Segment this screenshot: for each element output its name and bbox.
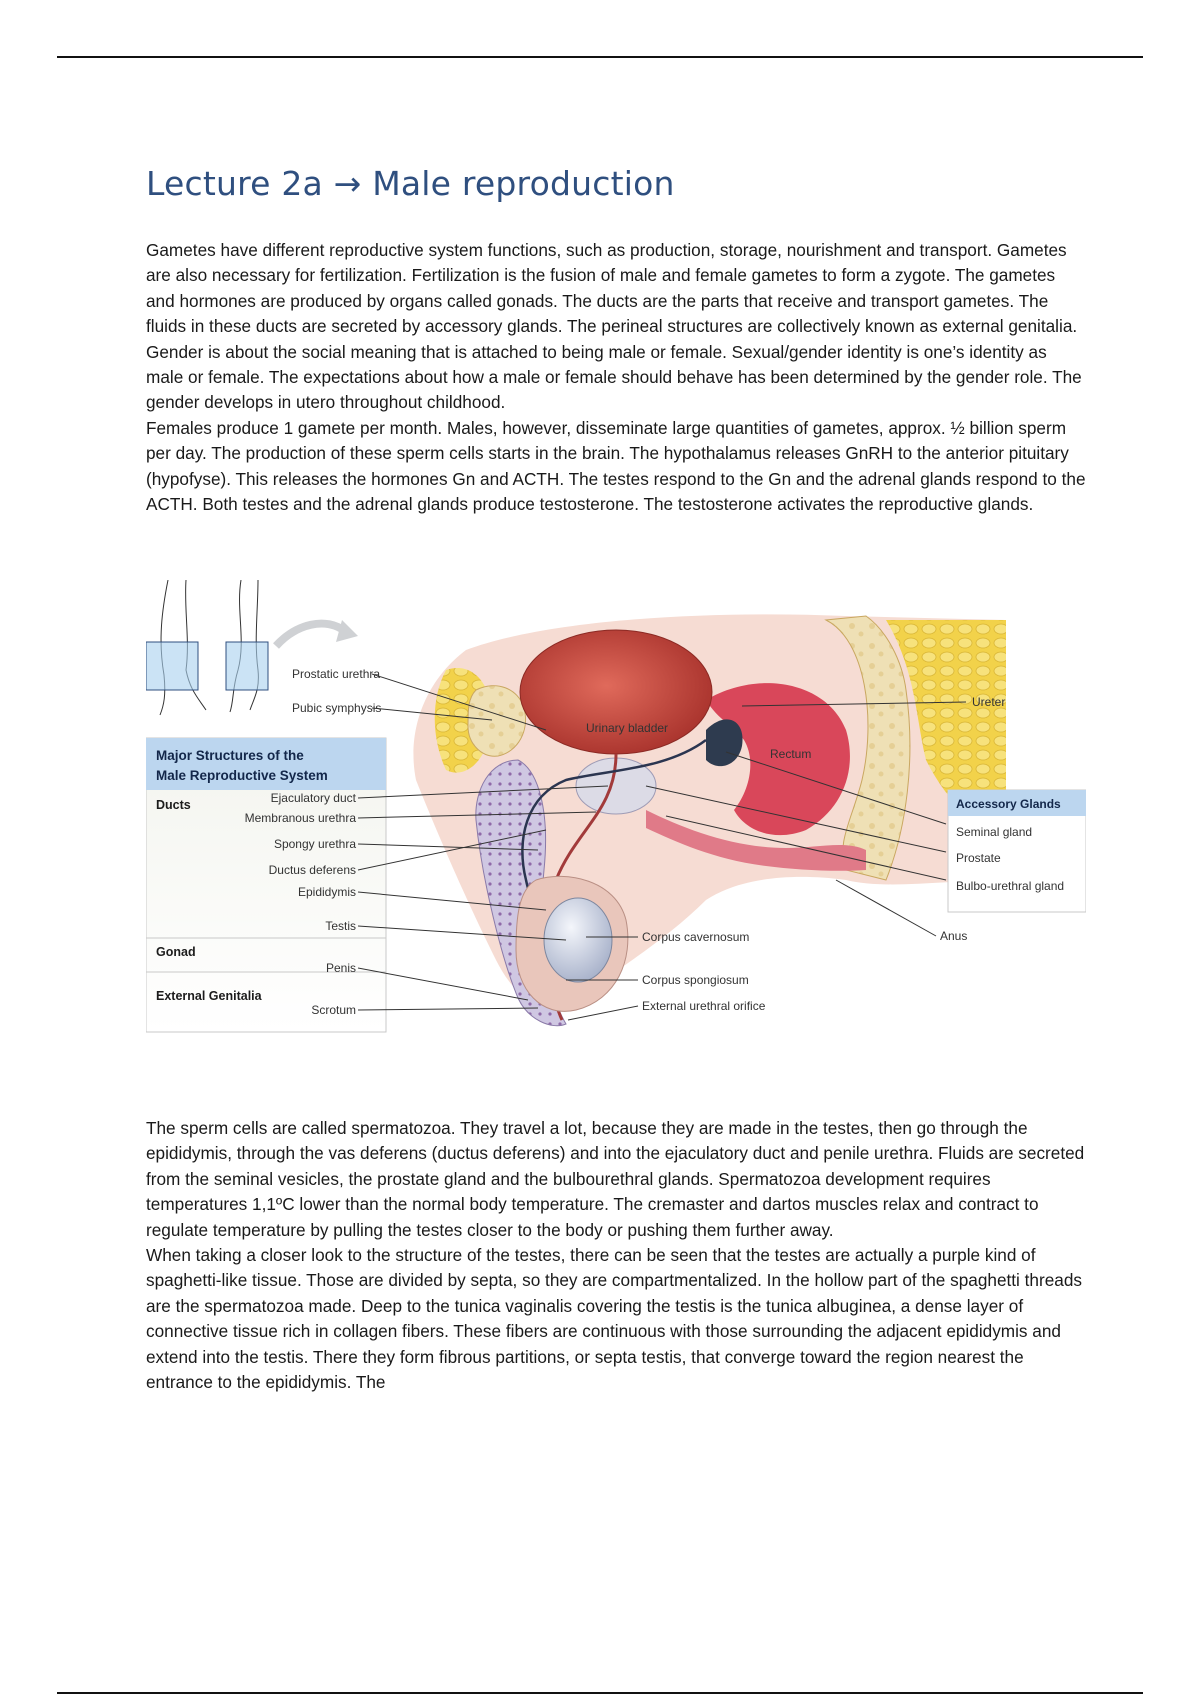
- category-external-genitalia: External Genitalia: [156, 989, 262, 1003]
- label-pubic-symphysis: Pubic symphysis: [292, 701, 382, 715]
- label-seminal-gland: Seminal gland: [956, 825, 1033, 839]
- sperm-text: [146, 1116, 1088, 1395]
- label-urinary-bladder: Urinary bladder: [586, 721, 669, 735]
- label-ureter: Ureter: [972, 695, 1006, 709]
- label-membranous-urethra: Membranous urethra: [244, 811, 356, 825]
- label-anus: Anus: [940, 929, 968, 943]
- anatomy-illustration: [146, 580, 1086, 1100]
- header-rule: [57, 56, 1143, 58]
- label-prostate: Prostate: [956, 851, 1001, 865]
- paragraph: The sperm cells are called spermatozoa. They travel a lot, because they are made in the testes, then go through the epididymis, through the vas deferens (ductus deferens) and into the ejaculatory duct and penile urethra. Fluids are secreted from the seminal vesicles, the prostate gland and the bulbourethral glands. Spermatozoa development requires temperatures 1,1ºC lower than the normal body temperature. The cremaster and dartos muscles relax and contract to regulate temperature by pulling the testes closer to the body or pushing them further away.: [146, 1118, 1085, 1240]
- label-ductus-deferens: Ductus deferens: [268, 863, 356, 877]
- paragraph: Females produce 1 gamete per month. Males, however, disseminate large quantities of gametes, approx. ½ billion sperm per day. The production of these sperm cells starts in the brain. The hypothalamus releases GnRH to the anterior pituitary (hypofyse). This releases the hormones Gn and ACTH. The testes respond to the Gn and the adrenal glands respond to the ACTH. Both testes and the adrenal glands produce testosterone. The testosterone activates the reproductive glands.: [146, 417, 1086, 515]
- table-header-line-1: Major Structures of the: [156, 748, 304, 763]
- paragraph: Gender is about the social meaning that is attached to being male or female. Sexual/gender identity is one’s identity as male or female. The expectations about how a male or female should behave has been determined by the gender role. The gender develops in utero throughout childhood.: [146, 341, 1082, 413]
- label-epididymis: Epididymis: [297, 885, 356, 899]
- table-header-line-2: Male Reproductive System: [156, 768, 328, 783]
- category-ducts: Ducts: [156, 798, 191, 812]
- label-ejaculatory-duct: Ejaculatory duct: [270, 791, 356, 805]
- label-rectum: Rectum: [770, 747, 812, 761]
- label-prostatic-urethra: Prostatic urethra: [292, 667, 381, 681]
- label-scrotum: Scrotum: [311, 1003, 356, 1017]
- label-penis: Penis: [325, 961, 356, 975]
- pelvic-section: [413, 614, 1006, 1025]
- label-corpus-spongiosum: Corpus spongiosum: [642, 973, 749, 987]
- paragraph: When taking a closer look to the structure of the testes, there can be seen that the testes are actually a purple kind of spaghetti-like tissue. Those are divided by septa, so they are compartmentalized. In the hollow part of the spaghetti threads are the spermatozoa made. Deep to the tunica vaginalis covering the testis is the tunica albuginea, a dense layer of connective tissue rich in collagen fibers. These fibers are continuous with those surrounding the adjacent epididymis and extend into the testis. There they form fibrous partitions, or septa testis, that converge toward the region nearest the entrance to the epididymis. The: [146, 1245, 1082, 1393]
- paragraph: Gametes have different reproductive system functions, such as production, storage, nourishment and transport. Gametes are also necessary for fertilization. Fertilization is the fusion of male and female gametes to form a zygote. The gametes and hormones are produced by organs called gonads. The ducts are the parts that receive and transport gametes. The fluids in these ducts are secreted by accessory glands. The perineal structures are collectively known as external genitalia.: [146, 240, 1078, 337]
- label-bulbo-urethral-gland: Bulbo-urethral gland: [956, 879, 1065, 893]
- page-title: Lecture 2a → Male reproduction: [146, 164, 675, 203]
- category-gonad: Gonad: [156, 945, 196, 959]
- orientation-sketch: [146, 580, 358, 715]
- label-testis: Testis: [325, 919, 356, 933]
- accessory-glands-header: Accessory Glands: [956, 797, 1061, 811]
- label-spongy-urethra: Spongy urethra: [273, 837, 356, 851]
- label-corpus-cavernosum: Corpus cavernosum: [642, 930, 750, 944]
- label-external-urethral-orifice: External urethral orifice: [642, 999, 766, 1013]
- accessory-glands-box: [948, 790, 1086, 912]
- footer-rule: [57, 1692, 1143, 1694]
- intro-text: [146, 238, 1088, 517]
- anatomy-figure: [146, 580, 1086, 1100]
